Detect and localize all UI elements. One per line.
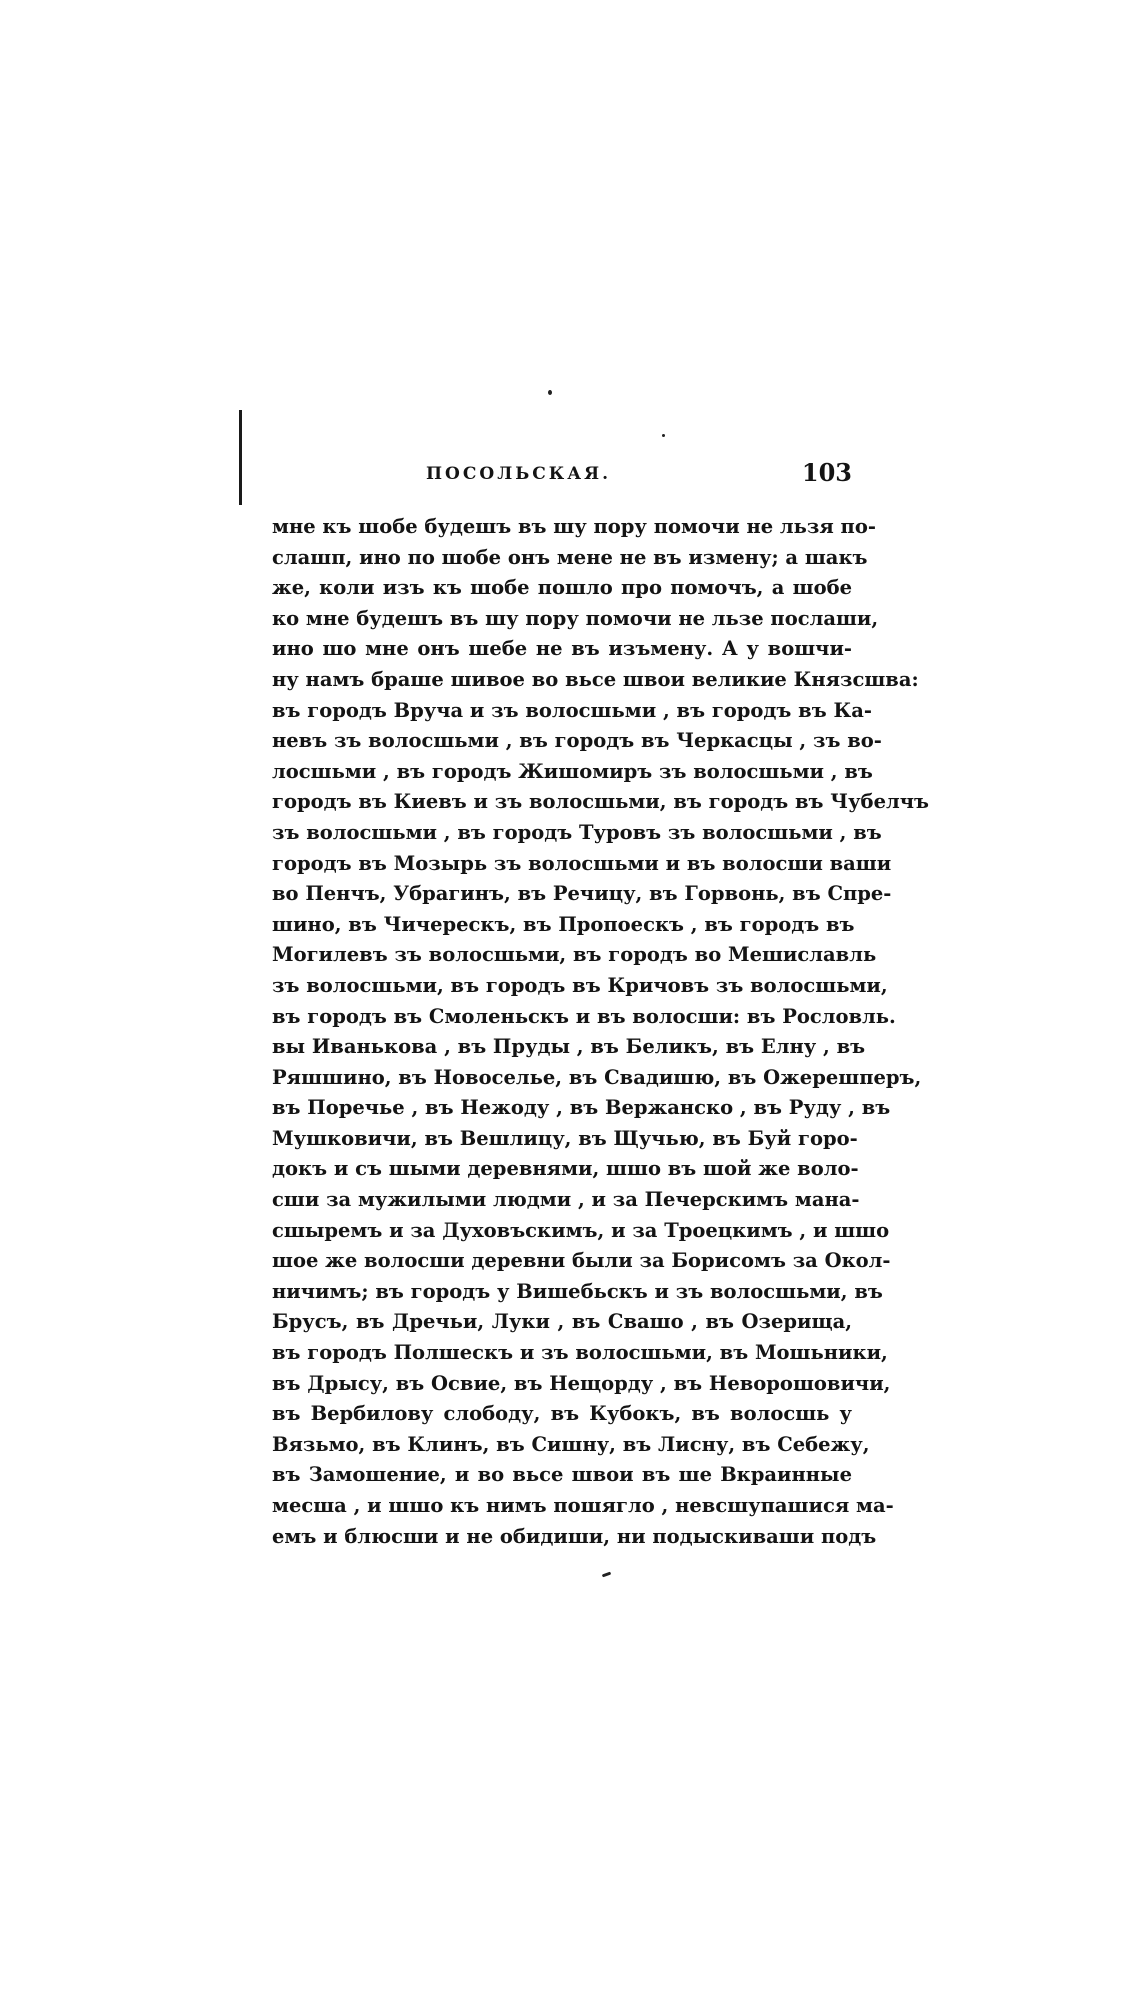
print-speck xyxy=(602,1572,611,1578)
text-line: емъ и блюсши и не обидиши, ни подыскиваши подъ xyxy=(272,1524,877,1548)
text-line: сши за мужилыми людми , и за Печерскимъ мана- xyxy=(272,1188,860,1212)
text-line: Ряшшино, въ Новоселье, въ Свадишю, въ Ожерешперъ, xyxy=(272,1065,922,1089)
text-line: Вязьмо, въ Клинъ, въ Сишну, въ Лисну, въ Себежу, xyxy=(272,1432,870,1456)
text-line: мне къ шобе будешъ въ шу пору помочи не льзя по- xyxy=(272,515,876,538)
text-line: ко мне будешъ въ шу пору помочи не льзе послаши, xyxy=(272,606,879,630)
text-line: лосшьми , въ городъ Жишомиръ зъ волосшьми , въ xyxy=(272,759,873,783)
text-line: Мушковичи, въ Вешлицу, въ Щучью, въ Буй горо- xyxy=(272,1126,858,1150)
page-number: 103 xyxy=(801,458,852,487)
text-line: въ Поречье , въ Нежоду , въ Вержанско , въ Руду , въ xyxy=(272,1096,891,1120)
margin-rule xyxy=(239,410,242,505)
text-line: шое же волосши деревни были за Борисомъ за Окол- xyxy=(272,1249,891,1273)
text-line: Брусъ, въ Дречьи, Луки , въ Свашо , въ Озерища, xyxy=(272,1310,852,1334)
text-line: шино, въ Чичерескъ, въ Пропоескъ , въ городъ въ xyxy=(272,912,855,936)
text-line: городъ въ Мозырь зъ волосшьми и въ волосши ваши xyxy=(272,851,892,875)
text-line: докъ и съ шыми деревнями, шшо въ шой же воло- xyxy=(272,1157,859,1181)
text-line: ничимъ; въ городъ у Вишебьскъ и зъ волосшьми, въ xyxy=(272,1279,883,1303)
text-line: городъ въ Киевъ и зъ волосшьми, въ городъ въ Чубелчъ xyxy=(272,790,929,814)
page-header xyxy=(274,458,852,498)
text-line: въ Вербилову слободу, въ Кубокъ, въ волосшь у xyxy=(272,1402,852,1426)
text-line: въ городъ въ Смоленьскъ и въ волосши: въ Рословль. xyxy=(272,1004,896,1028)
text-line: Могилевъ зъ волосшьми, въ городъ во Мешиславль xyxy=(272,943,877,967)
text-line: слашп, ино по шобе онъ мене не въ измену; а шакъ xyxy=(272,545,868,569)
text-line: во Пенчъ, Убрагинъ, въ Речицу, въ Горвонь, въ Спре- xyxy=(272,882,892,906)
text-line: въ городъ Полшескъ и зъ волосшьми, въ Мошьники, xyxy=(272,1341,888,1365)
text-line: сшыремъ и за Духовъскимъ, и за Троецкимъ , и шшо xyxy=(272,1218,890,1242)
text-line: ну намъ брашe шивое во вьсе швои великие Князсшва: xyxy=(272,667,919,691)
text-line: зъ волосшьми , въ городъ Туровъ зъ волосшьми , въ xyxy=(272,820,882,844)
text-line: въ Дрысу, въ Освие, въ Нещорду , въ Неворошовичи, xyxy=(272,1371,891,1395)
text-line: невъ зъ волосшьми , въ городъ въ Черкасцы , зъ во- xyxy=(272,729,882,753)
text-line: въ городъ Вруча и зъ волосшьми , въ городъ въ Ка- xyxy=(272,698,872,722)
text-line: зъ волосшьми, въ городъ въ Кричовъ зъ волосшьми, xyxy=(272,973,888,997)
text-line: же, коли изъ къ шобе пошло про помочъ, а шобе xyxy=(272,576,852,600)
print-speck xyxy=(662,434,665,437)
body-text xyxy=(272,512,929,1552)
text-line: ино шо мне онъ шебе не въ изъмену. А у вошчи- xyxy=(272,637,852,661)
text-line: месша , и шшо къ нимъ пошягло , невсшупашися ма- xyxy=(272,1494,894,1517)
text-line: вы Иванькова , въ Пруды , въ Беликъ, въ Елну , въ xyxy=(272,1035,866,1059)
print-speck xyxy=(548,390,552,395)
running-title: ПОСОЛЬСКАЯ. xyxy=(426,464,612,484)
text-line: въ Замошение, и во вьсе швои въ ше Вкраинные xyxy=(272,1463,852,1487)
